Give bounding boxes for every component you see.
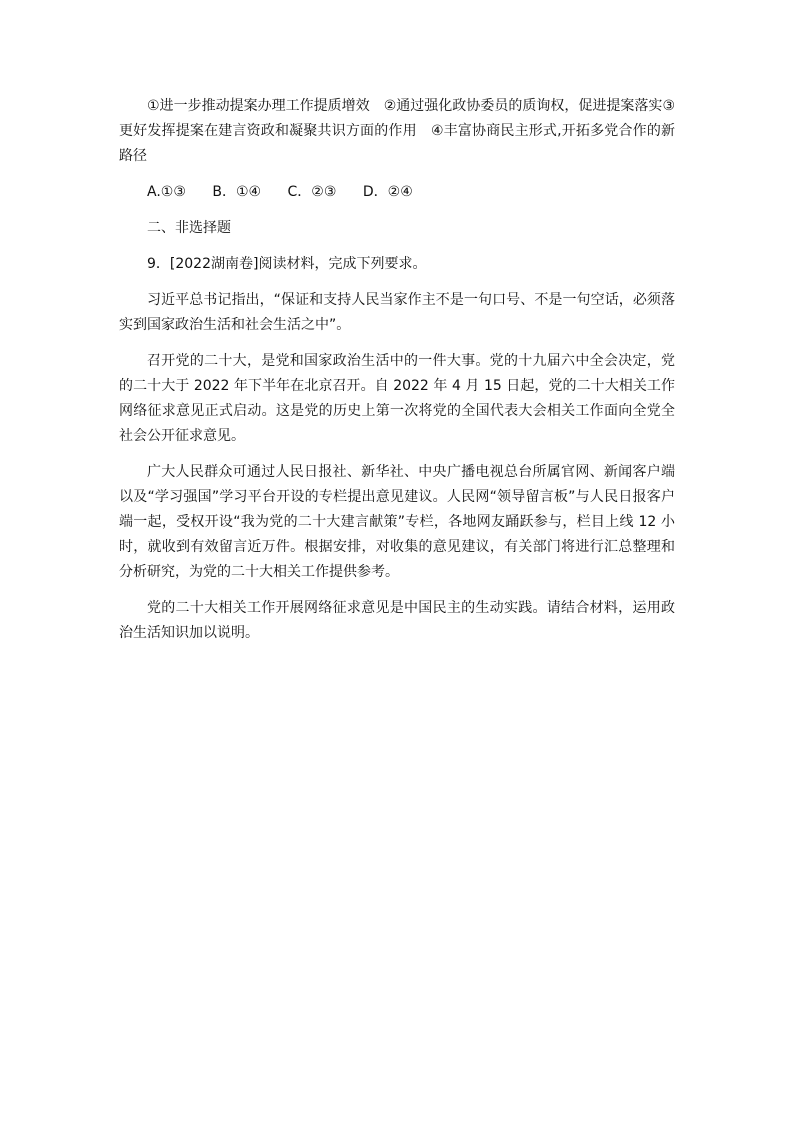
option-d: D．②④ [362,184,413,200]
document-page [119,94,675,657]
choice-statements: ①进一步推动提案办理工作提质增效 ②通过强化政协委员的质询权，促进提案落实③更好发挥提案在建言资政和凝聚共识方面的作用 ④丰富协商民主形式,开拓多党合作的新路径 [119,98,675,164]
option-b: B．①④ [212,184,262,200]
question-9-stem: 9．[2022湖南卷]阅读材料，完成下列要求。 [147,256,427,272]
option-a: A.①③ [147,184,186,200]
material-paragraph-3: 广大人民群众可通过人民日报社、新华社、中央广播电视总台所属官网、新闻客户端以及“学习强国”学习平台开设的专栏提出意见建议。人民网“领导留言板”与人民日报客户端一起，受权开设“我为党的二十大建言献策”专栏，各地网友踊跃参与，栏目上线 12 小时，就收到有效留言近万件。根据安排，对收集的意见建议，有关部门将进行汇总整理和分析研究，为党的二十大相关工作提供参考。 [119,464,675,580]
material-paragraph-2: 召开党的二十大，是党和国家政治生活中的一件大事。党的十九届六中全会决定，党的二十大于 2022 年下半年在北京召开。自 2022 年 4 月 15 日起，党的二十大相关工作网络征求意见正式启动。这是党的历史上第一次将党的全国代表大会相关工作面向全党全社会公开征求意见。 [119,353,675,444]
answer-options [119,180,675,205]
option-c: C．②③ [287,184,337,200]
section-heading: 二、非选择题 [147,220,231,236]
question-requirement: 党的二十大相关工作开展网络征求意见是中国民主的生动实践。请结合材料，运用政治生活知识加以说明。 [119,600,675,641]
material-paragraph-1: 习近平总书记指出，“保证和支持人民当家作主不是一句口号、不是一句空话，必须落实到国家政治生活和社会生活之中”。 [119,292,675,333]
